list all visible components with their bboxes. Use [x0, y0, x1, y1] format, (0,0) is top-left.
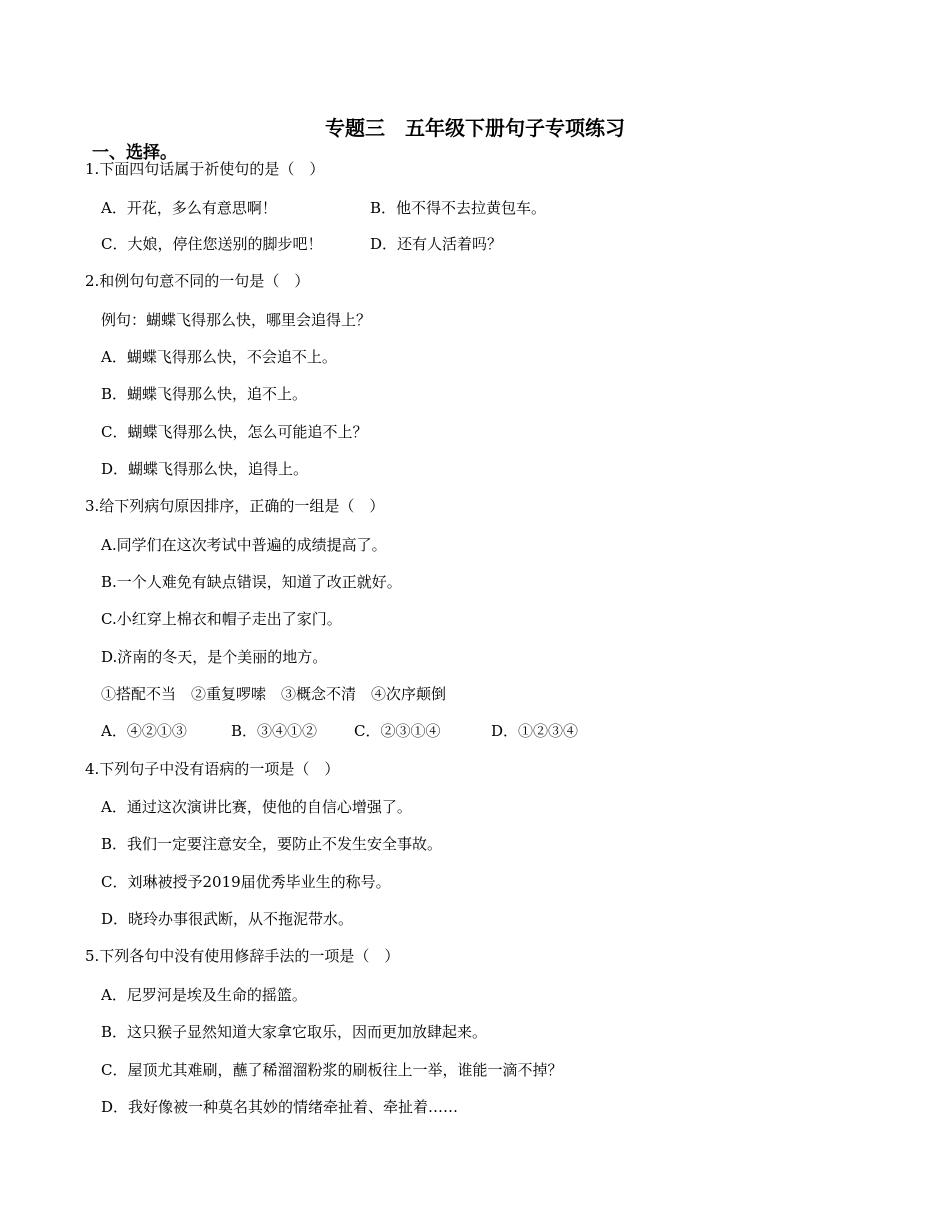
question-3-choice-c: C．②③①④ — [354, 722, 441, 740]
question-3-reasons: ①搭配不当 ②重复啰嗦 ③概念不清 ④次序颠倒 — [101, 685, 447, 703]
question-5-option-d: D．我好像被一种莫名其妙的情绪牵扯着、牵扯着…… — [101, 1098, 459, 1116]
question-3-sentence-b: B.一个人难免有缺点错误，知道了改正就好。 — [101, 573, 402, 591]
question-3-sentence-a: A.同学们在这次考试中普遍的成绩提高了。 — [101, 536, 387, 554]
question-2-option-d: D．蝴蝶飞得那么快，追得上。 — [101, 460, 309, 478]
question-3-sentence-c: C.小红穿上棉衣和帽子走出了家门。 — [101, 610, 342, 628]
question-3-choice-a: A．④②①③ — [101, 722, 187, 740]
question-4-option-b: B．我们一定要注意安全，要防止不发生安全事故。 — [101, 835, 443, 853]
question-3-sentence-d: D.济南的冬天，是个美丽的地方。 — [101, 648, 328, 666]
question-4-option-d: D．晓玲办事很武断，从不拖泥带水。 — [101, 910, 354, 928]
question-4-option-a: A．通过这次演讲比赛，使他的自信心增强了。 — [101, 798, 412, 816]
question-2-example: 例句：蝴蝶飞得那么快，哪里会追得上？ — [101, 311, 372, 329]
question-2-stem: 2.和例句句意不同的一句是（ ） — [85, 272, 310, 290]
question-1-stem: 1.下面四句话属于祈使句的是（ ） — [85, 160, 325, 178]
question-3-choice-d: D．①②③④ — [491, 722, 579, 740]
question-5-stem: 5.下列各句中没有使用修辞手法的一项是（ ） — [85, 947, 400, 965]
section-heading: 一、选择。 — [92, 143, 177, 163]
question-1-option-d: D．还有人活着吗？ — [370, 235, 503, 253]
question-3-stem: 3.给下列病句原因排序，正确的一组是（ ） — [85, 497, 385, 515]
question-1-option-b: B．他不得不去拉黄包车。 — [370, 199, 547, 217]
question-2-option-a: A．蝴蝶飞得那么快，不会追不上。 — [101, 348, 337, 366]
question-4-stem: 4.下列句子中没有语病的一项是（ ） — [85, 760, 340, 778]
question-1-option-a: A．开花，多么有意思啊！ — [101, 199, 277, 217]
question-1-option-c: C．大娘，停住您送别的脚步吧！ — [101, 235, 323, 253]
question-3-choice-b: B．③④①② — [231, 722, 318, 740]
question-2-option-c: C．蝴蝶飞得那么快，怎么可能追不上？ — [101, 423, 368, 441]
question-2-option-b: B．蝴蝶飞得那么快，追不上。 — [101, 385, 308, 403]
question-5-option-c: C．屋顶尤其难刷，蘸了稀溜溜粉浆的刷板往上一举，谁能一滴不掉？ — [101, 1061, 563, 1079]
question-5-option-a: A．尼罗河是埃及生命的摇篮。 — [101, 986, 307, 1004]
question-5-option-b: B．这只猴子显然知道大家拿它取乐，因而更加放肆起来。 — [101, 1023, 488, 1041]
page-title: 专题三 五年级下册句子专项练习 — [325, 116, 625, 140]
question-4-option-c: C．刘琳被授予2019届优秀毕业生的称号。 — [101, 873, 391, 891]
